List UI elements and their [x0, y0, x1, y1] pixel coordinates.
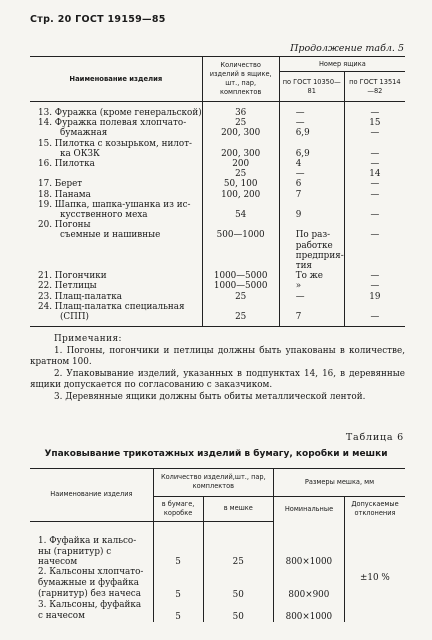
cell-qty: 500—1000: [202, 230, 279, 240]
cell-box-13514: —: [344, 179, 405, 189]
cell-qty: 50, 100: [202, 179, 279, 189]
cell-size-nominal: 800×900: [273, 589, 344, 600]
cell-qty: [202, 139, 279, 149]
t6-col-header-tolerance: Допускаемые отклонения: [344, 497, 405, 521]
cell-qty: 100, 200: [202, 190, 279, 200]
cell-name: 1. Фуфайка и кальсо-: [38, 535, 137, 546]
cell-box-10350: 9: [279, 210, 344, 220]
cell-box-10350: 4: [279, 159, 344, 169]
cell-box-13514: [344, 241, 405, 251]
cell-name: (СПП): [30, 312, 202, 327]
cell-name: бумажные и фуфайка: [38, 578, 139, 589]
cell-qty: [202, 200, 279, 210]
table-row: [30, 210, 405, 220]
t6-col-header-nominal: Номинальные: [284, 504, 334, 513]
cell-name: [30, 261, 202, 271]
cell-box-10350: [279, 302, 344, 312]
cell-qty-paper: [153, 600, 203, 611]
cell-box-13514: —: [344, 230, 405, 240]
page-header: Стр. 20 ГОСТ 19159—85: [30, 14, 166, 25]
table-row: [30, 302, 405, 312]
cell-box-10350: 6,9: [279, 149, 344, 159]
cell-name: 23. Плащ-палатка: [38, 291, 122, 302]
note-3: 3. Деревянные ящики должны быть обиты металлической лентой.: [54, 391, 366, 402]
cell-name: 16. Пилотка: [38, 159, 95, 170]
cell-name: ны (гарнитур) с начесом: [38, 546, 112, 567]
table-row: [30, 281, 405, 291]
cell-box-13514: —: [344, 210, 405, 220]
cell-box-10350: [279, 220, 344, 230]
cell-name: 14. Фуражка полевая хлопчато-: [38, 118, 187, 129]
table-row: [30, 149, 405, 159]
table-5: [30, 56, 405, 327]
cell-qty: 1000—5000: [202, 281, 279, 291]
cell-qty: [202, 241, 279, 251]
cell-name: 17. Берет: [38, 179, 83, 190]
table-6-title: Упаковывание трикотажных изделий в бумагу, коробки и мешки: [44, 449, 388, 459]
cell-qty-bag: 25: [203, 547, 273, 567]
table-row: [30, 312, 405, 327]
cell-name: 20. Погоны: [38, 220, 91, 231]
cell-name: 24. Плащ-палатка специальная: [38, 301, 185, 312]
cell-name: 2. Кальсоны хлопчато-: [38, 567, 144, 578]
cell-box-13514: [344, 302, 405, 312]
col-header-gost-13514: по ГОСТ 13514—82: [344, 72, 405, 102]
cell-box-13514: [344, 200, 405, 210]
cell-name: ка ОКЗК: [60, 148, 100, 159]
table-row: [30, 139, 405, 149]
cell-box-13514: —: [344, 128, 405, 138]
cell-name: бумажная: [60, 128, 108, 139]
cell-size-nominal: 800×1000: [273, 611, 344, 622]
cell-box-13514: 15: [344, 118, 405, 128]
cell-qty: [202, 302, 279, 312]
cell-name: [30, 241, 202, 251]
table-row: [30, 169, 405, 179]
table-6-label: Таблица 6: [345, 432, 404, 443]
cell-box-10350: 6,9: [279, 128, 344, 138]
t6-col-header-size: Размеры мешка, мм: [274, 469, 405, 497]
cell-box-10350: предприя-: [279, 251, 344, 261]
cell-qty: [202, 220, 279, 230]
cell-size-nominal: [273, 578, 344, 589]
cell-name: с начесом: [38, 611, 85, 622]
cell-qty-paper: 5: [153, 547, 203, 567]
cell-size-nominal: [273, 567, 344, 578]
cell-box-13514: —: [344, 102, 405, 119]
cell-qty: 25: [202, 169, 279, 179]
cell-box-10350: 6: [279, 179, 344, 189]
cell-box-10350: —: [279, 102, 344, 119]
col-header-box-number: Номер ящика: [279, 57, 405, 72]
t6-col-header-bag: в мешке: [203, 496, 273, 521]
cell-box-10350: »: [279, 281, 344, 291]
cell-box-13514: —: [344, 271, 405, 281]
table-row: [30, 102, 405, 119]
cell-box-13514: —: [344, 312, 405, 327]
table-row: [30, 200, 405, 210]
col-header-name: Наименование изделия: [30, 57, 202, 102]
notes-title: Примечания:: [54, 334, 123, 344]
table-row: [30, 220, 405, 230]
table-row: [30, 118, 405, 128]
cell-size-nominal: 800×1000: [273, 547, 344, 567]
table-row: [30, 190, 405, 200]
note-1: 1. Погоны, погончики и петлицы должны быть упакованы в количестве, кратном 100.: [30, 345, 405, 368]
cell-qty: 25: [202, 292, 279, 302]
cell-name: 21. Погончики: [38, 271, 107, 282]
cell-box-13514: —: [344, 190, 405, 200]
cell-box-13514: —: [344, 281, 405, 291]
cell-qty-bag: [203, 567, 273, 578]
cell-qty-bag: [203, 521, 273, 547]
cell-name: [30, 169, 202, 179]
cell-name: 15. Пилотка с козырьком, нилот-: [38, 138, 193, 149]
cell-qty-paper: 5: [153, 589, 203, 600]
cell-box-13514: [344, 139, 405, 149]
cell-box-10350: —: [279, 292, 344, 302]
cell-qty: 200, 300: [202, 149, 279, 159]
table-row: [30, 292, 405, 302]
t6-col-header-size-group: [273, 469, 405, 522]
cell-box-10350: тия: [279, 261, 344, 271]
cell-qty: [202, 251, 279, 261]
cell-box-10350: —: [279, 118, 344, 128]
cell-qty: 200: [202, 159, 279, 169]
table-row: [30, 230, 405, 240]
cell-name: 18. Панама: [38, 189, 91, 200]
cell-size-nominal: [273, 521, 344, 547]
cell-box-10350: работке: [279, 241, 344, 251]
table-row: [30, 521, 405, 547]
cell-box-10350: 7: [279, 190, 344, 200]
cell-name: кусственного меха: [60, 210, 148, 221]
cell-name: съемные и нашивные: [60, 230, 161, 241]
cell-qty-paper: [153, 578, 203, 589]
cell-qty: 25: [202, 312, 279, 327]
table-continuation-label: Продолжение табл. 5: [290, 43, 404, 54]
cell-name: 13. Фуражка (кроме генеральской): [38, 108, 202, 118]
cell-qty-bag: 50: [203, 589, 273, 600]
cell-name: (гарнитур) без начеса: [38, 589, 141, 600]
table-row: [30, 241, 405, 251]
cell-box-13514: —: [344, 149, 405, 159]
cell-name: 19. Шапка, шапка-ушанка из ис-: [38, 199, 191, 210]
t6-col-header-qty: Количество изделий,шт., пар, комплектов: [153, 469, 273, 497]
t6-col-header-name: Наименование изделия: [30, 469, 153, 522]
cell-qty: 25: [202, 118, 279, 128]
table-row: [30, 271, 405, 281]
cell-name: 22. Петлицы: [38, 281, 97, 292]
table-6: [30, 468, 405, 622]
cell-name: [30, 251, 202, 261]
cell-qty-paper: 5: [153, 611, 203, 622]
col-header-qty: Количество изделий в ящике, шт., пар, комплектов: [202, 57, 279, 102]
cell-qty-paper: [153, 567, 203, 578]
cell-qty: 36: [202, 102, 279, 119]
cell-box-10350: То же: [279, 271, 344, 281]
note-2: 2. Упаковывание изделий, указанных в подпунктах 14, 16, в деревянные ящики допускается по согласованию с заказчиком.: [30, 368, 405, 391]
cell-qty-bag: [203, 578, 273, 589]
table-row: [30, 179, 405, 189]
cell-name: 3. Кальсоны, фуфайка: [38, 600, 142, 611]
cell-box-13514: [344, 251, 405, 261]
table-row: [30, 128, 405, 138]
cell-box-13514: 19: [344, 292, 405, 302]
t6-col-header-paper: в бумаге, коробке: [153, 496, 203, 521]
cell-box-13514: 14: [344, 169, 405, 179]
col-header-gost-10350: по ГОСТ 10350—81: [279, 72, 344, 102]
cell-qty-bag: 50: [203, 611, 273, 622]
cell-box-10350: [279, 139, 344, 149]
cell-box-13514: [344, 220, 405, 230]
cell-qty-bag: [203, 600, 273, 611]
cell-box-10350: По раз-: [279, 230, 344, 240]
cell-box-13514: —: [344, 159, 405, 169]
cell-qty: 200, 300: [202, 128, 279, 138]
cell-tolerance: ±10 %: [344, 521, 405, 622]
table-row: [30, 159, 405, 169]
table-row: [30, 261, 405, 271]
cell-qty: 1000—5000: [202, 271, 279, 281]
cell-qty-paper: [153, 521, 203, 547]
cell-qty: 54: [202, 210, 279, 220]
cell-box-10350: 7: [279, 312, 344, 327]
cell-box-13514: [344, 261, 405, 271]
notes-block: [30, 334, 405, 404]
cell-box-10350: —: [279, 169, 344, 179]
table-row: [30, 251, 405, 261]
cell-box-10350: [279, 200, 344, 210]
cell-qty: [202, 261, 279, 271]
cell-size-nominal: [273, 600, 344, 611]
